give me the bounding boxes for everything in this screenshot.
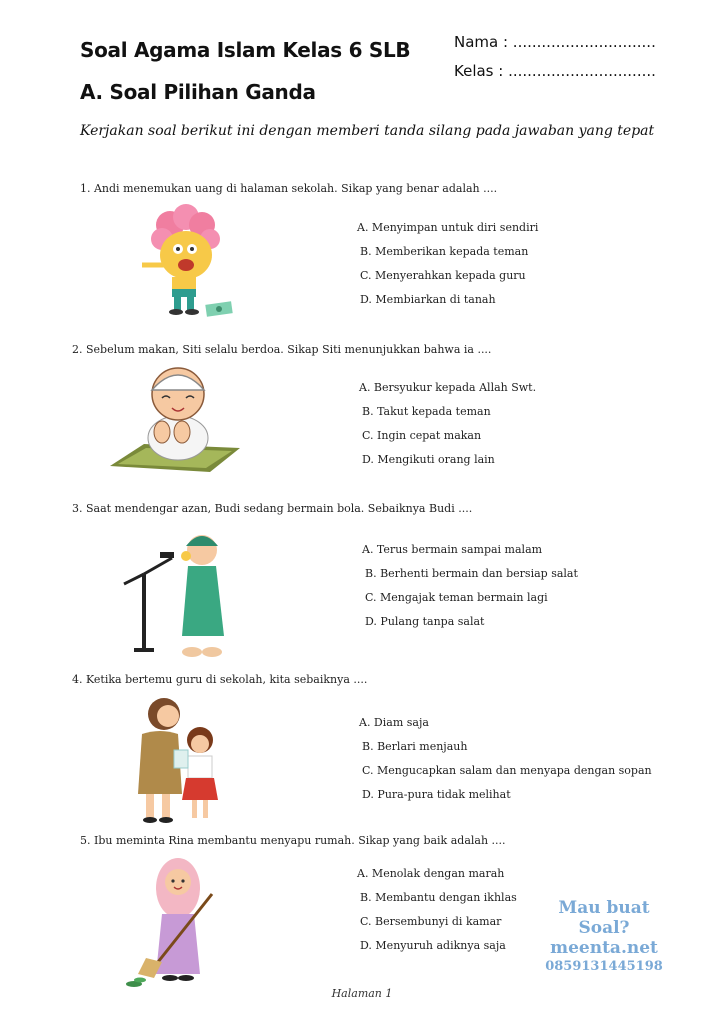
option-2d[interactable]: D. Mengikuti orang lain <box>362 453 495 466</box>
option-2a[interactable]: A. Bersyukur kepada Allah Swt. <box>359 381 537 394</box>
option-5a[interactable]: A. Menolak dengan marah <box>357 867 505 880</box>
option-4d[interactable]: D. Pura-pura tidak melihat <box>362 788 511 801</box>
promo-phone: 0859131445198 <box>545 959 663 974</box>
option-1d[interactable]: D. Membiarkan di tanah <box>360 293 496 306</box>
girl-sweeping-illustration <box>124 854 220 994</box>
option-2c[interactable]: C. Ingin cepat makan <box>362 429 482 442</box>
student-info <box>454 28 656 86</box>
section-title: A. Soal Pilihan Ganda <box>80 80 316 104</box>
option-3c[interactable]: C. Mengajak teman bermain lagi <box>365 591 548 604</box>
option-4c[interactable]: C. Mengucapkan salam dan menyapa dengan sopan <box>362 764 652 777</box>
question-2: 2. Sebelum makan, Siti selalu berdoa. Sikap Siti menunjukkan bahwa ia .... <box>72 343 492 356</box>
boy-finding-money-illustration <box>128 203 243 325</box>
option-2b[interactable]: B. Takut kepada teman <box>362 405 491 418</box>
options-3 <box>362 538 578 634</box>
option-3a[interactable]: A. Terus bermain sampai malam <box>362 543 543 556</box>
option-4a[interactable]: A. Diam saja <box>359 716 429 729</box>
option-5b[interactable]: B. Membantu dengan ikhlas <box>360 891 517 904</box>
option-3b[interactable]: B. Berhenti bermain dan bersiap salat <box>365 567 578 580</box>
question-5: 5. Ibu meminta Rina membantu menyapu rumah. Sikap yang baik adalah .... <box>80 834 506 847</box>
options-4 <box>359 711 652 807</box>
promo-watermark <box>536 898 672 976</box>
option-5d[interactable]: D. Menyuruh adiknya saja <box>360 939 506 952</box>
question-3: 3. Saat mendengar azan, Budi sedang bermain bola. Sebaiknya Budi .... <box>72 502 473 515</box>
option-5c[interactable]: C. Bersembunyi di kamar <box>360 915 502 928</box>
option-1c[interactable]: C. Menyerahkan kepada guru <box>360 269 526 282</box>
options-5 <box>357 862 517 958</box>
teacher-and-student-illustration <box>120 694 224 830</box>
option-1a[interactable]: A. Menyimpan untuk diri sendiri <box>357 221 539 234</box>
page-title: Soal Agama Islam Kelas 6 SLB <box>80 38 411 62</box>
instruction-text: Kerjakan soal berikut ini dengan memberi tanda silang pada jawaban yang tepat <box>80 123 655 139</box>
options-2 <box>359 376 536 472</box>
option-1b[interactable]: B. Memberikan kepada teman <box>360 245 529 258</box>
name-field: Nama : .............................. <box>454 33 656 51</box>
option-4b[interactable]: B. Berlari menjauh <box>362 740 468 753</box>
question-4: 4. Ketika bertemu guru di sekolah, kita sebaiknya .... <box>72 673 368 686</box>
child-praying-on-mat-illustration <box>106 362 244 478</box>
promo-line-1: Mau buat Soal? <box>558 898 650 938</box>
promo-website: meenta.net <box>550 938 658 958</box>
boy-calling-azan-illustration <box>120 522 230 666</box>
options-1 <box>357 216 538 312</box>
question-1: 1. Andi menemukan uang di halaman sekolah. Sikap yang benar adalah .... <box>80 182 498 195</box>
option-3d[interactable]: D. Pulang tanpa salat <box>365 615 485 628</box>
class-field: Kelas : ............................... <box>454 62 656 80</box>
page-number: Halaman 1 <box>331 987 393 1000</box>
